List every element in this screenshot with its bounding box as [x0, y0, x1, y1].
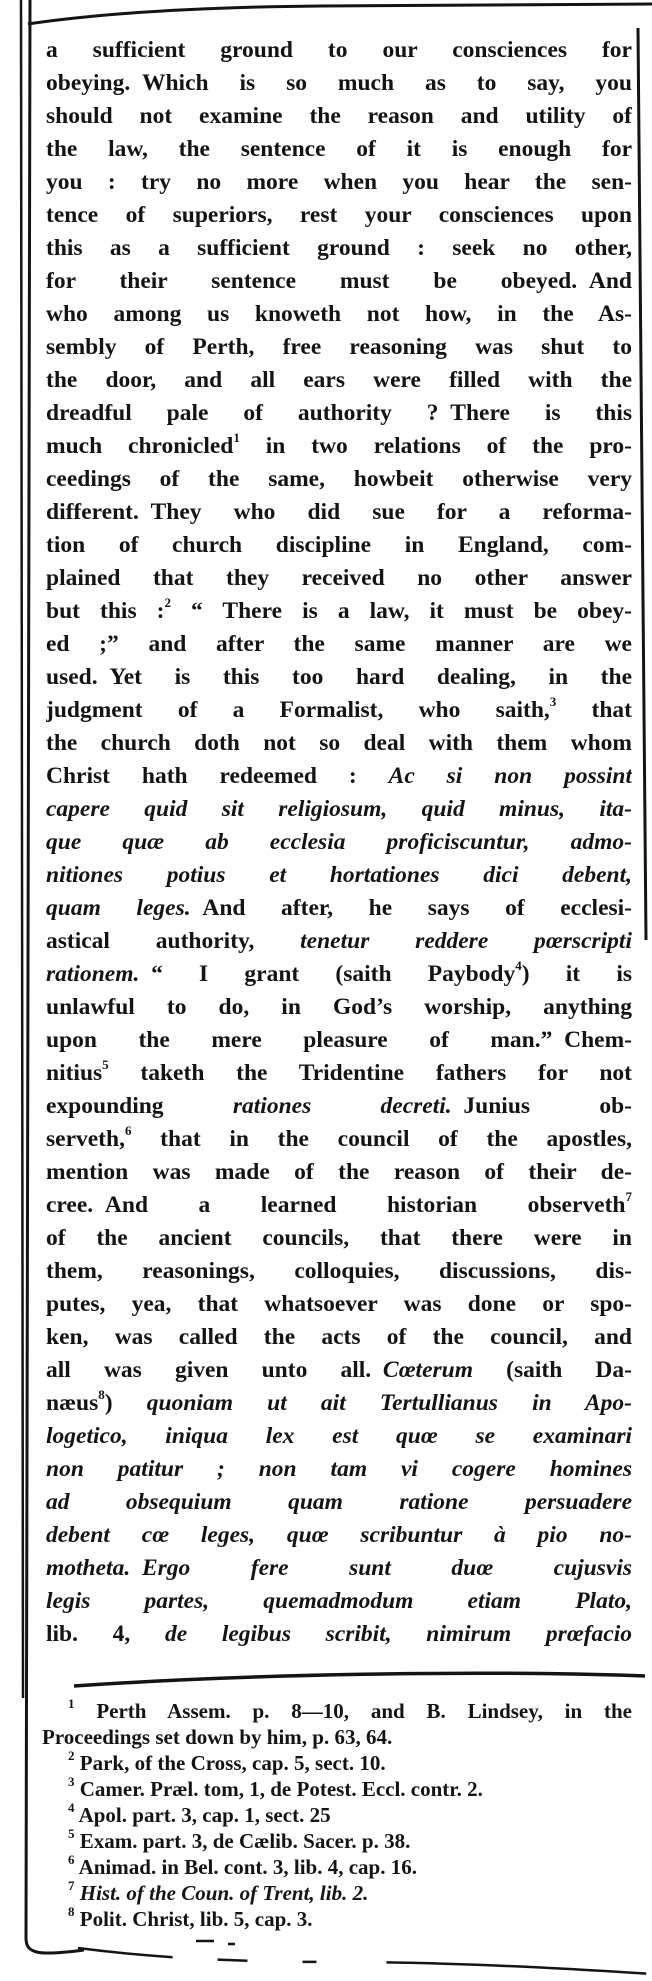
text-segment: Cœterum [382, 1357, 474, 1383]
text-segment: ) it is [521, 961, 632, 987]
body-text-line [46, 1486, 632, 1519]
text-segment: Ac si non possint [388, 763, 632, 789]
body-text-line [46, 892, 632, 925]
footnote-marker: 7 [68, 1880, 75, 1893]
body-text-line [46, 925, 632, 958]
body-text-line [46, 133, 632, 166]
footnote-marker: 5 [102, 1057, 109, 1073]
text-segment: que quæ ab ecclesia proficiscuntur, admo- [46, 829, 632, 855]
text-segment: ceedings of the same, howbeit otherwise very [46, 466, 632, 492]
text-segment: tence of superiors, rest your consciences upon [46, 202, 632, 228]
text-segment: rationem. [46, 961, 140, 987]
body-text-line [46, 1420, 632, 1453]
text-segment: Animad. in Bel. cont. 3, lib. 4, cap. 16. [74, 1855, 417, 1879]
text-segment: different. They who did sue for a reforma- [46, 499, 632, 525]
text-segment: lib. 4, [46, 1621, 165, 1647]
body-text-line [46, 232, 632, 265]
text-segment: Proceedings set down by him, p. 63, 64. [42, 1725, 393, 1749]
body-text-line [46, 1123, 632, 1156]
footnote-marker: 5 [68, 1828, 75, 1841]
text-segment: tenetur reddere pœrscripti [300, 928, 632, 954]
text-segment: cree. And a learned historian observeth [46, 1192, 626, 1218]
footnote-marker: 4 [68, 1802, 75, 1815]
text-segment: mention was made of the reason of their de- [46, 1159, 632, 1185]
body-text-line [46, 1156, 632, 1189]
text-segment: de legibus scribit, nimirum prœfacio [164, 1621, 632, 1647]
footnote-marker: 6 [68, 1854, 75, 1867]
body-text-line [46, 1552, 632, 1585]
footnote-marker: 6 [124, 1123, 132, 1139]
text-segment: motheta. Ergo fere sunt duœ cujusvis [46, 1555, 632, 1581]
body-text-line [46, 562, 632, 595]
text-segment: of the ancient councils, that there were in [46, 1225, 632, 1251]
body-text-line [46, 529, 632, 562]
body-text-line [46, 760, 632, 793]
text-segment: legis partes, quemadmodum etiam Plato, [46, 1588, 632, 1614]
footnote-marker: 2 [68, 1750, 75, 1763]
body-text-line [46, 661, 632, 694]
footnote-marker: 3 [68, 1776, 75, 1789]
right-border-rule [638, 28, 646, 940]
footnote-line [42, 1776, 632, 1802]
body-text-line [46, 1057, 632, 1090]
text-segment: “ There is a law, it must be obey- [170, 598, 632, 624]
text-segment: Junius ob- [451, 1093, 632, 1119]
top-border-rule [28, 4, 652, 24]
text-segment: sembly of Perth, free reasoning was shut to [46, 334, 632, 360]
footnote-line [42, 1906, 632, 1932]
body-text-line [46, 199, 632, 232]
text-segment: (saith Da- [473, 1357, 632, 1383]
text-segment: the door, and all ears were filled with the [46, 367, 632, 393]
text-segment: tion of church discipline in England, com- [46, 532, 632, 558]
body-text-line [46, 496, 632, 529]
footnote-line [42, 1724, 632, 1750]
text-segment: used. Yet is this too hard dealing, in the [46, 664, 632, 690]
body-text-line [46, 826, 632, 859]
text-segment: ed ;” and after the same manner are we [46, 631, 632, 657]
text-segment: who among us knoweth not how, in the As- [46, 301, 632, 327]
text-segment: Christ hath redeemed : [46, 763, 389, 789]
body-text-line [46, 1618, 632, 1651]
text-segment: plained that they received no other answer [46, 565, 632, 591]
text-segment: for their sentence must be obeyed. And [46, 268, 632, 294]
text-segment: debent cœ leges, quœ scribuntur à pio no- [46, 1522, 632, 1548]
body-text-line [46, 1354, 632, 1387]
footnote-marker: 1 [68, 1698, 75, 1711]
text-segment: “ I grant (saith Paybody [139, 961, 516, 987]
text-segment: ad obsequium quam ratione persuadere [46, 1489, 632, 1515]
body-text-line [46, 1453, 632, 1486]
text-segment: in two relations of the pro- [239, 433, 632, 459]
body-text-line [46, 100, 632, 133]
text-segment: Park, of the Cross, cap. 5, sect. 10. [74, 1751, 386, 1775]
text-segment: quoniam ut ait Tertullianus in Apo- [146, 1390, 632, 1416]
body-text-line [46, 1519, 632, 1552]
body-text-line [46, 595, 632, 628]
footnote-marker: 7 [625, 1189, 632, 1205]
body-text-line [46, 34, 632, 67]
body-text-line [46, 67, 632, 100]
body-text-line [46, 694, 632, 727]
body-text-line [46, 331, 632, 364]
body-text-line [46, 628, 632, 661]
body-text-line [46, 265, 632, 298]
text-segment: Camer. Præl. tom, 1, de Potest. Eccl. contr. 2. [74, 1777, 483, 1801]
footnote-line [42, 1802, 632, 1828]
text-segment: ) [104, 1390, 147, 1416]
text-segment: Hist. of the Coun. of Trent, lib. 2. [79, 1881, 369, 1905]
text-segment: judgment of a Formalist, who saith, [46, 697, 550, 723]
body-text-line [46, 958, 632, 991]
text-segment: taketh the Tridentine fathers for not [108, 1060, 632, 1086]
body-text-line [46, 1024, 632, 1057]
footnote-marker: 8 [68, 1906, 75, 1919]
text-segment: astical authority, [46, 928, 301, 954]
text-segment: Exam. part. 3, de Cælib. Sacer. p. 38. [74, 1829, 411, 1853]
body-text-line [46, 991, 632, 1024]
text-segment: that [556, 697, 632, 723]
body-text-line [46, 1255, 632, 1288]
text-segment: serveth, [46, 1126, 125, 1152]
footnote-line [42, 1750, 632, 1776]
text-segment: ken, was called the acts of the council, and [46, 1324, 632, 1350]
footnotes [42, 1698, 632, 1932]
left-border-rule-outer [21, 0, 23, 1698]
footnote-line [42, 1880, 632, 1906]
text-segment: should not examine the reason and utility of [46, 103, 632, 129]
body-text-line [46, 1321, 632, 1354]
text-segment: quam leges. [46, 895, 191, 921]
body-text-line [46, 463, 632, 496]
footnote-line [42, 1854, 632, 1880]
footnote-line [42, 1828, 632, 1854]
text-segment: putes, yea, that whatsoever was done or spo- [46, 1291, 632, 1317]
text-segment: Polit. Christ, lib. 5, cap. 3. [74, 1907, 313, 1931]
text-segment: Apol. part. 3, cap. 1, sect. 25 [74, 1803, 331, 1827]
body-text-line [46, 793, 632, 826]
text-segment: upon the mere pleasure of man.” Chem- [46, 1027, 632, 1053]
text-segment: dreadful pale of authority ? There is this [46, 400, 632, 426]
body-text-line [46, 166, 632, 199]
body-text-line [46, 1387, 632, 1420]
text-segment: expounding [46, 1093, 233, 1119]
text-segment: you : try no more when you hear the sen- [46, 169, 632, 195]
text-segment: logetico, iniqua lex est quœ se examinari [46, 1423, 632, 1449]
text-segment: but this : [46, 598, 165, 624]
body-text-line [46, 1288, 632, 1321]
text-segment: them, reasonings, colloquies, discussions, dis- [46, 1258, 632, 1284]
footnote-marker: 1 [233, 430, 240, 446]
body-text-line [46, 1090, 632, 1123]
text-segment: nitius [46, 1060, 103, 1086]
footnote-marker: 3 [549, 694, 557, 710]
text-segment: nitiones potius et hortationes dici debent, [46, 862, 632, 888]
body-text-line [46, 727, 632, 760]
text-segment: næus [46, 1390, 99, 1416]
text-segment: the church doth not so deal with them whom [46, 730, 632, 756]
text-segment: this as a sufficient ground : seek no other, [46, 235, 632, 261]
text-segment: capere quid sit religiosum, quid minus, ita- [46, 796, 632, 822]
body-text-line [46, 1222, 632, 1255]
text-segment: non patitur ; non tam vi cogere homines [46, 1456, 632, 1482]
body-text-line [46, 859, 632, 892]
text-segment: the law, the sentence of it is enough for [46, 136, 632, 162]
text-segment: that in the council of the apostles, [131, 1126, 632, 1152]
footnote-marker: 4 [515, 958, 522, 974]
footnote-separator-rule [74, 1673, 645, 1686]
body-text-line [46, 430, 632, 463]
footnote-line [42, 1698, 632, 1724]
text-segment: unlawful to do, in God’s worship, anything [46, 994, 632, 1020]
text-segment: all was given unto all. [46, 1357, 383, 1383]
text-segment: rationes decreti. [232, 1093, 452, 1119]
body-text-line [46, 298, 632, 331]
text-segment: much chronicled [46, 433, 234, 459]
body-text-line [46, 397, 632, 430]
footnote-marker: 8 [98, 1387, 105, 1403]
body-text-line [46, 1189, 632, 1222]
body-text [46, 34, 632, 1651]
footnote-marker: 2 [164, 595, 171, 611]
text-segment: a sufficient ground to our consciences for [46, 37, 632, 63]
bottom-border-rule [78, 1948, 652, 1974]
body-text-line [46, 364, 632, 397]
text-segment: And after, he says of ecclesi- [190, 895, 632, 921]
text-segment: obeying. Which is so much as to say, you [46, 70, 632, 96]
body-text-line [46, 1585, 632, 1618]
text-segment: Perth Assem. p. 8—10, and B. Lindsey, in the [74, 1699, 632, 1723]
bottom-border-dash [196, 1941, 235, 1944]
